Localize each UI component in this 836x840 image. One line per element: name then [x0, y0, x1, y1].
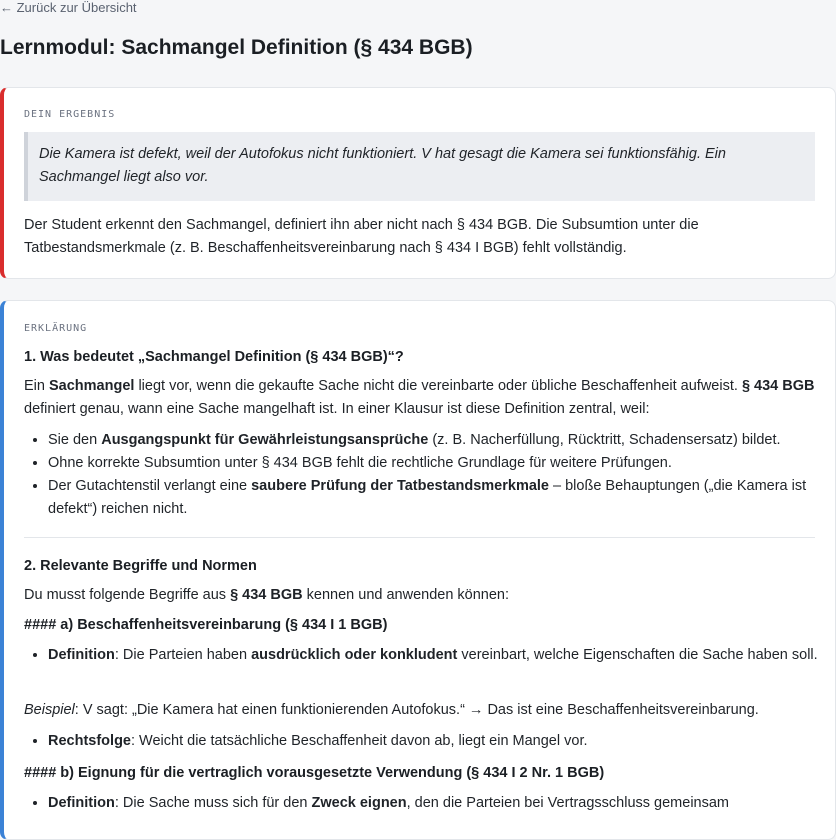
list-item: • Sie den Ausgangspunkt für Gewährleistungsansprüche (z. B. Nacherfüllung, Rücktritt, Schadensersatz) bildet. [48, 429, 836, 452]
section-2-heading: 2. Relevante Begriffe und Normen [24, 558, 257, 574]
example-paragraph: Beispiel: V sagt: „Die Kamera hat einen funktionierenden Autofokus.“ → Das ist eine Beschaffenheitsvereinbarung. [24, 702, 759, 718]
section-1-paragraph: Ein Sachmangel liegt vor, wenn die gekaufte Sache nicht die vereinbarte oder übliche Beschaffenheit aufweist. § 434 BGB definiert genau, wann eine Sache mangelhaft ist. In einer Klausur ist diese Definition zentral, weil: [24, 378, 815, 417]
explanation-label: ERKLÄRUNG [24, 323, 88, 334]
list-item: • Ohne korrekte Subsumtion unter § 434 BGB fehlt die rechtliche Grundlage für weitere Prüfungen. [48, 452, 836, 475]
feedback-text: Der Student erkennt den Sachmangel, definiert ihn aber nicht nach § 434 BGB. Die Subsumtion unter die Tatbestandsmerkmale (z. B. Beschaffenheitsvereinbarung nach § 434 I BGB) fehlt vollständig. [24, 217, 699, 256]
result-card [0, 87, 836, 279]
result-label: DEIN ERGEBNIS [24, 109, 116, 120]
section-1-list [24, 429, 836, 521]
section-divider [24, 537, 815, 538]
subheading-b: #### b) Eignung für die vertraglich vorausgesetzte Verwendung (§ 434 I 2 Nr. 1 BGB) [24, 765, 605, 781]
list-item: • Definition: Die Sache muss sich für den Zweck eignen, den die Parteien bei Vertragsschluss gemeinsam [48, 792, 836, 815]
list-item: • Der Gutachtenstil verlangt eine saubere Prüfung der Tatbestandsmerkmale – bloße Behauptungen („die Kamera ist defekt“) reichen nicht. [48, 475, 836, 521]
section-1-heading: 1. Was bedeutet „Sachmangel Definition (§ 434 BGB)“? [24, 349, 404, 365]
subsection-a-definition-list [24, 644, 836, 667]
back-to-overview-link[interactable]: ← Zurück zur Übersicht [0, 0, 137, 15]
explanation-card [0, 300, 836, 840]
section-2-intro: Du musst folgende Begriffe aus § 434 BGB kennen und anwenden können: [24, 587, 510, 603]
list-item: • Definition: Die Parteien haben ausdrücklich oder konkludent vereinbart, welche Eigenschaften die Sache haben soll. [48, 644, 836, 667]
subheading-a: #### a) Beschaffenheitsvereinbarung (§ 434 I 1 BGB) [24, 617, 388, 633]
page-title: Lernmodul: Sachmangel Definition (§ 434 BGB) [0, 36, 473, 59]
subsection-b-definition-list [24, 792, 836, 815]
subsection-a-consequence-list [24, 730, 836, 753]
student-answer-quote: Die Kamera ist defekt, weil der Autofokus nicht funktioniert. V hat gesagt die Kamera sei funktionsfähig. Ein Sachmangel liegt also vor. [24, 132, 815, 201]
list-item: • Rechtsfolge: Weicht die tatsächliche Beschaffenheit davon ab, liegt ein Mangel vor. [48, 730, 836, 753]
